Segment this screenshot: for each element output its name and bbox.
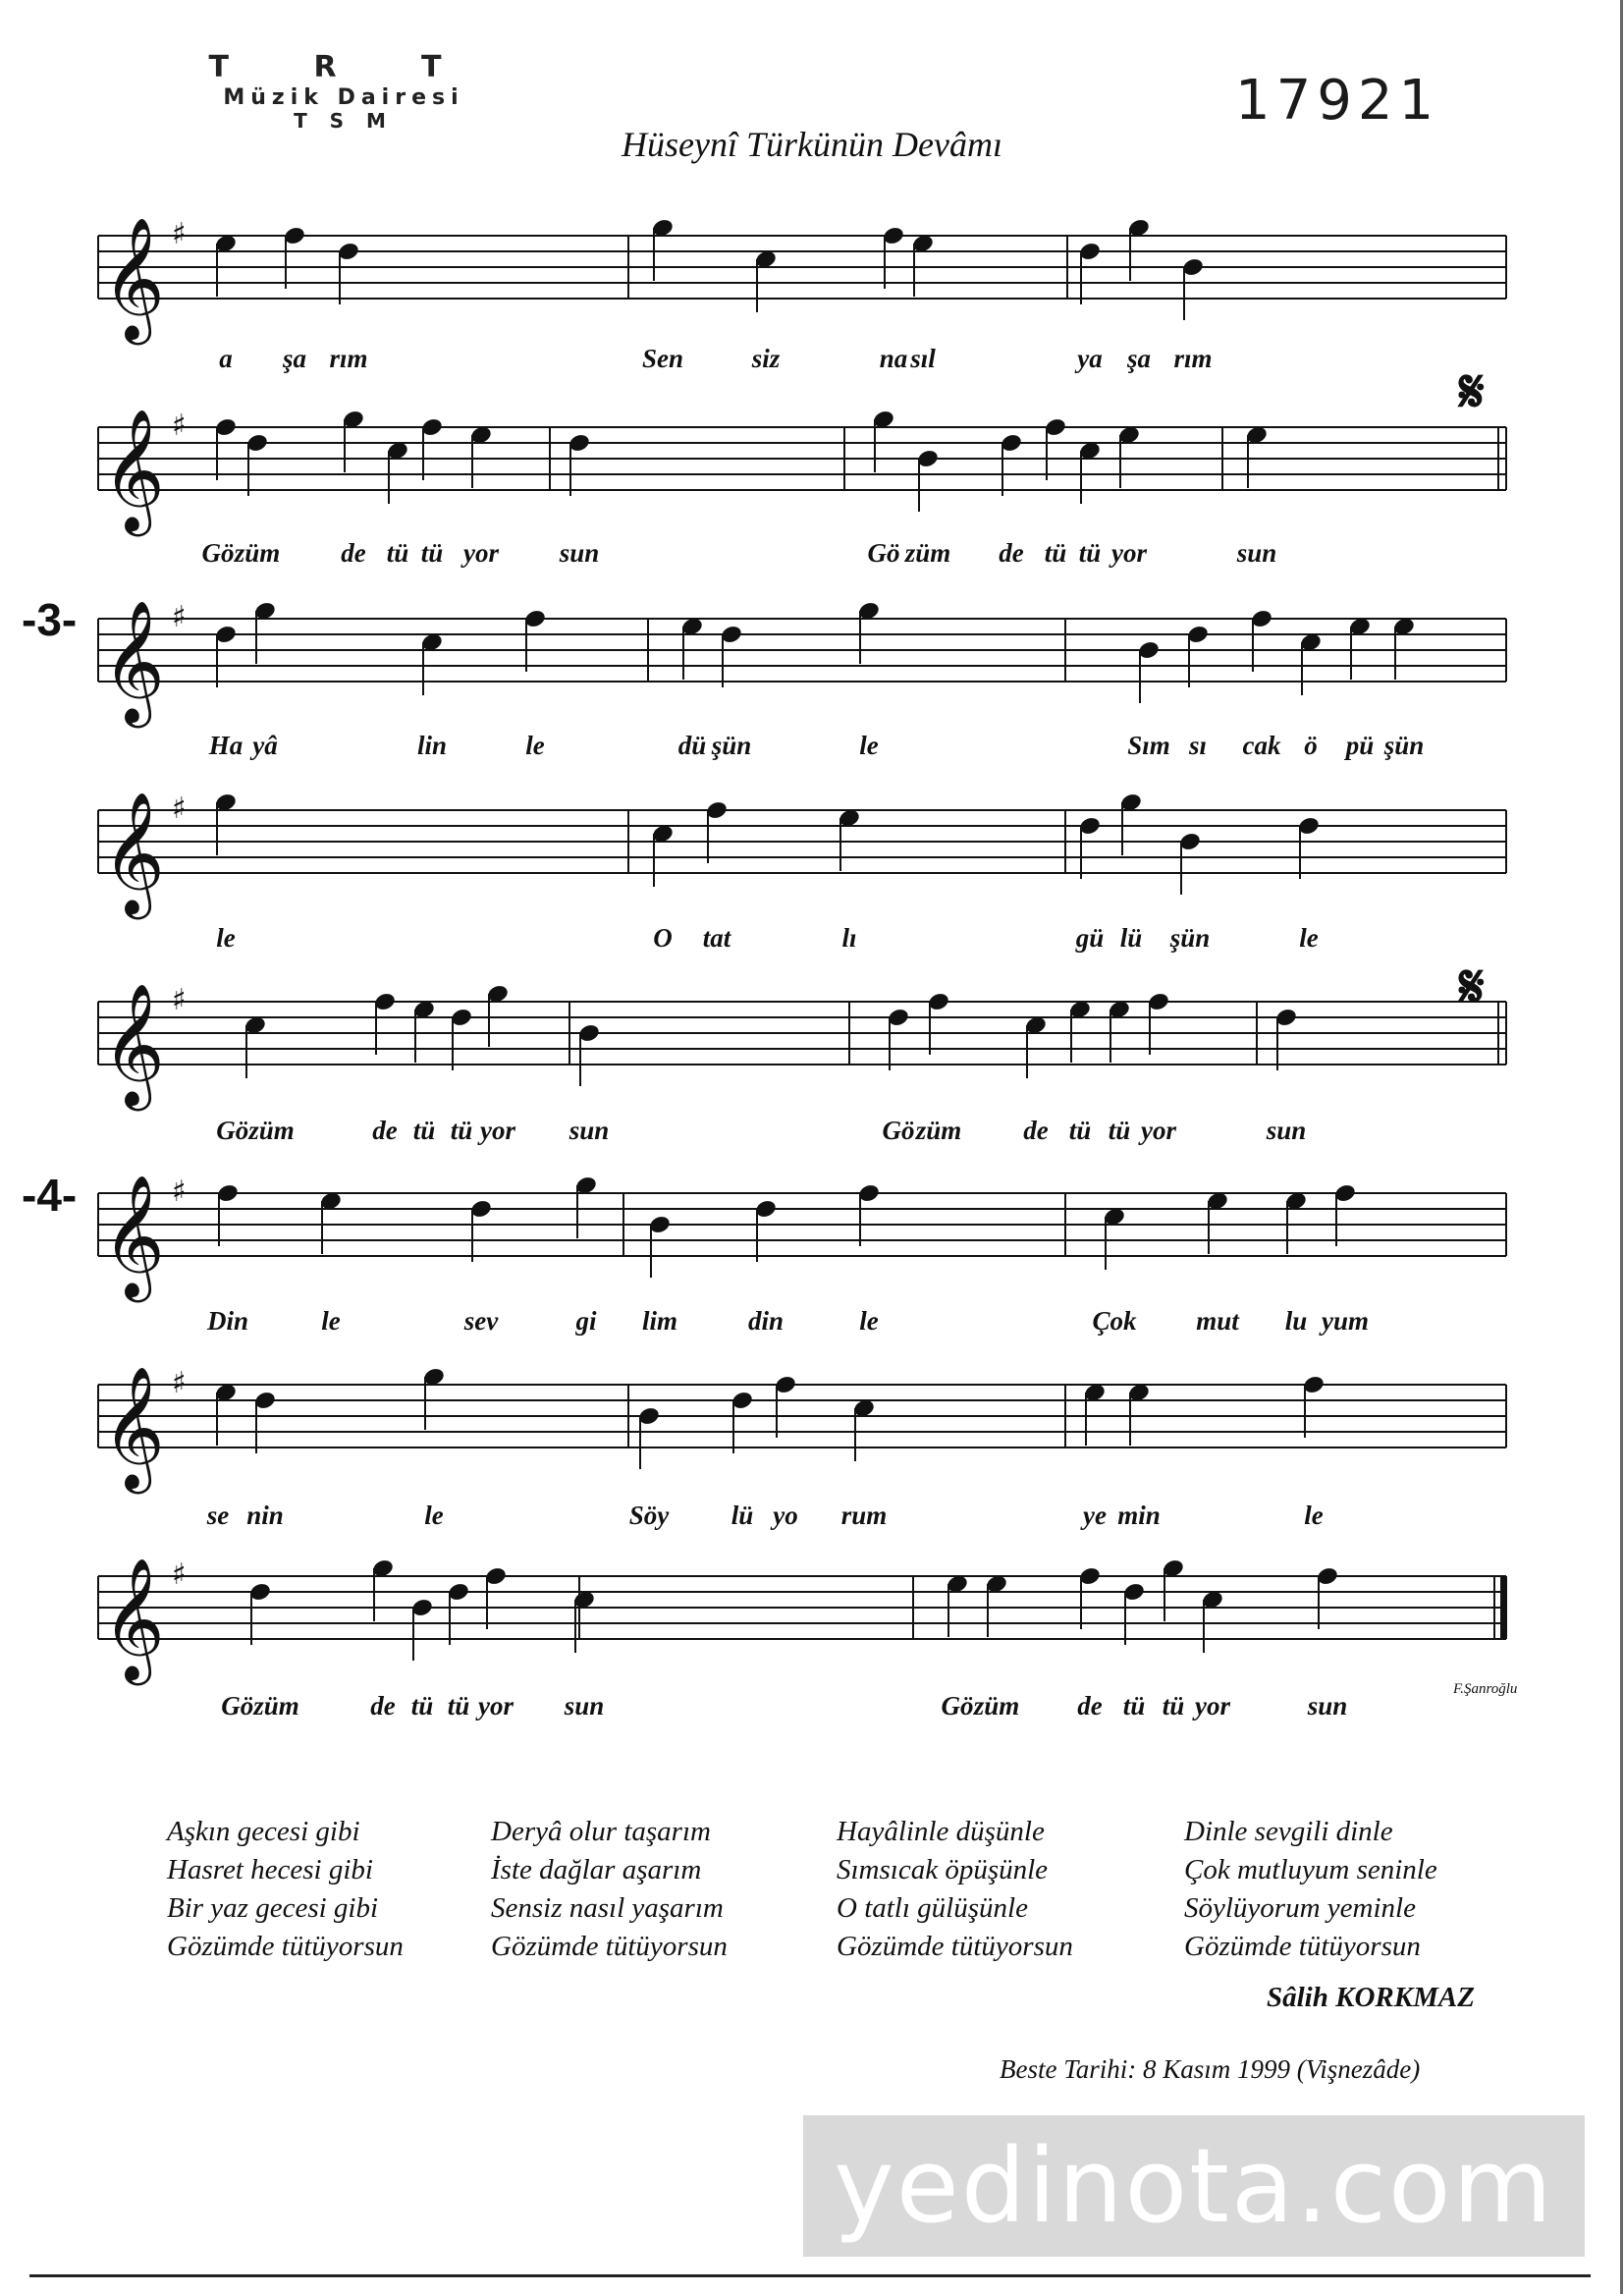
lyric-syllable: sun — [1236, 538, 1277, 568]
verse-line: Dinle sevgili dinle — [1184, 1816, 1393, 1847]
page-border-bottom — [29, 2274, 1591, 2277]
verse-3 — [837, 1813, 1073, 1966]
treble-clef-icon: 𝄞 — [102, 217, 165, 340]
treble-clef-icon: 𝄞 — [102, 792, 165, 914]
lyric-syllable: yo — [773, 1501, 798, 1530]
page-title: Hüseynî Türkünün Devâmı — [622, 125, 1002, 164]
lyric-syllable: Gö — [201, 538, 235, 568]
lyric-syllable: yor — [480, 1116, 515, 1145]
treble-clef-icon: 𝄞 — [102, 983, 165, 1106]
treble-clef-icon: 𝄞 — [102, 1174, 165, 1297]
lyric-syllable: tü — [420, 538, 444, 568]
lyric-syllable: lı — [841, 923, 857, 953]
composition-date: Beste Tarihi: 8 Kasım 1999 (Vişnezâde) — [1000, 2054, 1421, 2084]
sharp-icon: ♯ — [172, 983, 187, 1017]
sharp-icon: ♯ — [172, 792, 187, 826]
lyric-syllable: tü — [410, 1691, 434, 1720]
lyric-syllable: le — [1299, 923, 1319, 953]
lyric-syllable: rum — [840, 1501, 888, 1530]
lyric-syllable: sun — [568, 1116, 610, 1145]
lyric-syllable: de — [370, 1691, 396, 1720]
lyric-syllable: lü — [1119, 923, 1143, 953]
verse-line: Gözümde tütüyorsun — [837, 1931, 1073, 1962]
verse-line: Sensiz nasıl yaşarım — [491, 1892, 724, 1924]
lyric-syllable: Gözüm — [221, 1691, 299, 1720]
lyric-syllable: mut — [1196, 1306, 1239, 1336]
lyric-syllable: tü — [1068, 1116, 1092, 1145]
lyric-syllable: yum — [1321, 1306, 1370, 1336]
lyric-syllable: lü — [731, 1501, 754, 1530]
lyric-syllable: tü — [1108, 1116, 1131, 1145]
lyric-syllable: le — [1304, 1501, 1324, 1530]
sharp-icon: ♯ — [172, 409, 187, 443]
lyric-syllable: le — [216, 923, 236, 953]
verse-line: Gözümde tütüyorsun — [167, 1931, 404, 1962]
watermark: yedinota.com — [803, 2115, 1585, 2257]
lyric-syllable: rım — [329, 344, 368, 373]
segno-sign: 𝄋 — [1459, 953, 1485, 1021]
lyric-syllable: Gözüm — [216, 1116, 295, 1145]
lyric-syllable: şa — [282, 344, 307, 373]
verse-line: Söylüyorum yeminle — [1184, 1892, 1416, 1924]
segno-sign: 𝄋 — [1459, 357, 1485, 426]
lyric-syllable: şa — [1126, 344, 1152, 373]
lyric-syllable: sev — [463, 1306, 499, 1336]
lyric-syllable: Gö — [867, 538, 900, 568]
lyric-syllable: de — [341, 538, 366, 568]
lyric-syllable: Ha — [208, 731, 244, 760]
lyric-syllable: le — [424, 1501, 444, 1530]
lyric-syllable: sun — [1266, 1116, 1307, 1145]
lyric-syllable: Gö — [882, 1116, 915, 1145]
lyric-syllable: le — [525, 731, 545, 760]
lyric-syllable: na — [879, 344, 908, 373]
sharp-icon: ♯ — [172, 1557, 187, 1592]
lyric-syllable: sun — [564, 1691, 605, 1720]
lyric-syllable: lin — [416, 731, 448, 760]
lyric-syllable: şün — [1383, 731, 1425, 760]
lyric-syllable: züm — [904, 538, 951, 568]
lyric-syllable: lu — [1284, 1306, 1308, 1336]
page-border-right — [1620, 0, 1623, 2294]
lyric-syllable: Gö — [941, 1691, 974, 1720]
lyric-syllable: tü — [1122, 1691, 1146, 1720]
lyric-syllable: yor — [463, 538, 499, 568]
lyric-syllable: le — [859, 1306, 879, 1336]
verse-line: Sımsıcak öpüşünle — [837, 1854, 1049, 1885]
lyric-syllable: tü — [1044, 538, 1067, 568]
arranger-signature: F.Şanroğlu — [1453, 1681, 1518, 1697]
lyric-syllable: züm — [234, 538, 281, 568]
lyric-syllable: din — [747, 1306, 785, 1336]
verse-line: Çok mutluyum seninle — [1184, 1854, 1437, 1885]
verse-4 — [1184, 1813, 1437, 1966]
lyric-syllable: de — [372, 1116, 398, 1145]
lyric-syllable: sun — [559, 538, 600, 568]
verse-line: Hayâlinle düşünle — [837, 1816, 1045, 1847]
lyric-syllable: min — [1117, 1501, 1161, 1530]
verse-line: Aşkın gecesi gibi — [167, 1816, 360, 1847]
lyric-syllable: rım — [1173, 344, 1213, 373]
verse-line: Bir yaz gecesi gibi — [167, 1892, 379, 1924]
lyric-syllable: dü — [677, 731, 707, 760]
lyric-syllable: se — [206, 1501, 230, 1530]
lyric-syllable: şün — [1169, 923, 1211, 953]
lyric-syllable: tü — [450, 1116, 473, 1145]
lyric-syllable: O — [653, 923, 673, 953]
sharp-icon: ♯ — [172, 1366, 187, 1400]
lyric-syllable: lim — [641, 1306, 678, 1336]
lyric-syllable: de — [1023, 1116, 1049, 1145]
verse-line: İste dağlar aşarım — [491, 1854, 702, 1885]
lyric-syllable: sun — [1307, 1691, 1348, 1720]
verse-line: Gözümde tütüyorsun — [491, 1931, 728, 1962]
treble-clef-icon: 𝄞 — [102, 600, 165, 723]
lyric-syllable: yor — [1195, 1691, 1230, 1720]
verse-line: Hasret hecesi gibi — [167, 1854, 373, 1885]
lyric-syllable: gi — [575, 1306, 597, 1336]
catalog-number: 17921 — [1235, 69, 1440, 133]
lyric-syllable: tü — [412, 1116, 436, 1145]
sharp-icon: ♯ — [172, 217, 187, 251]
verse-line: Gözümde tütüyorsun — [1184, 1931, 1421, 1962]
poet-name: Sâlih KORKMAZ — [1267, 1982, 1475, 2013]
lyric-syllable: tat — [702, 923, 731, 953]
sharp-icon: ♯ — [172, 600, 187, 634]
lyric-syllable: pü — [1345, 731, 1375, 760]
lyric-syllable: le — [321, 1306, 341, 1336]
verse-2 — [491, 1813, 728, 1966]
lyric-syllable: tü — [447, 1691, 470, 1720]
lyric-syllable: de — [999, 538, 1024, 568]
lyric-syllable: tü — [1078, 538, 1102, 568]
lyric-syllable: Sım — [1127, 731, 1170, 760]
lyric-syllable: sıl — [910, 344, 936, 373]
lyric-syllable: Söy — [628, 1501, 670, 1530]
stamp-line-2: Müzik Dairesi — [223, 84, 464, 110]
treble-clef-icon: 𝄞 — [102, 1557, 165, 1680]
lyric-syllable: le — [859, 731, 879, 760]
lyric-syllable: siz — [751, 344, 781, 373]
treble-clef-icon: 𝄞 — [102, 1366, 165, 1489]
barline-final-thick — [1500, 1576, 1507, 1639]
lyric-syllable: tü — [386, 538, 409, 568]
stamp-line-3: T S M — [294, 108, 394, 133]
lyric-syllable: cak — [1242, 731, 1281, 760]
lyric-syllable: sı — [1188, 731, 1208, 760]
lyric-syllable: ye — [1083, 1501, 1107, 1530]
verse-line: O tatlı gülüşünle — [837, 1892, 1028, 1924]
lyric-syllable: Sen — [641, 344, 684, 373]
sharp-icon: ♯ — [172, 1174, 187, 1209]
lyric-syllable: yâ — [252, 731, 278, 760]
stamp-line-1: T R T — [208, 50, 479, 84]
lyric-syllable: gü — [1075, 923, 1105, 953]
verse-line: Deryâ olur taşarım — [491, 1816, 711, 1847]
lyric-syllable: tü — [1162, 1691, 1185, 1720]
lyric-syllable: ya — [1077, 344, 1103, 373]
treble-clef-icon: 𝄞 — [102, 409, 165, 531]
section-marker-4: -4- — [22, 1170, 78, 1221]
lyric-syllable: a — [219, 344, 233, 373]
lyric-syllable: Çok — [1092, 1306, 1137, 1336]
lyric-syllable: züm — [973, 1691, 1020, 1720]
lyric-syllable: nin — [246, 1501, 284, 1530]
lyric-syllable: Din — [206, 1306, 249, 1336]
lyric-syllable: şün — [711, 731, 752, 760]
lyric-syllable: yor — [478, 1691, 514, 1720]
lyric-syllable: de — [1077, 1691, 1103, 1720]
verse-1 — [167, 1813, 404, 1966]
lyric-syllable: yor — [1111, 538, 1147, 568]
lyric-syllable: züm — [915, 1116, 962, 1145]
lyric-syllable: yor — [1141, 1116, 1176, 1145]
lyric-syllable: ö — [1304, 731, 1318, 760]
section-marker-3: -3- — [22, 594, 78, 645]
